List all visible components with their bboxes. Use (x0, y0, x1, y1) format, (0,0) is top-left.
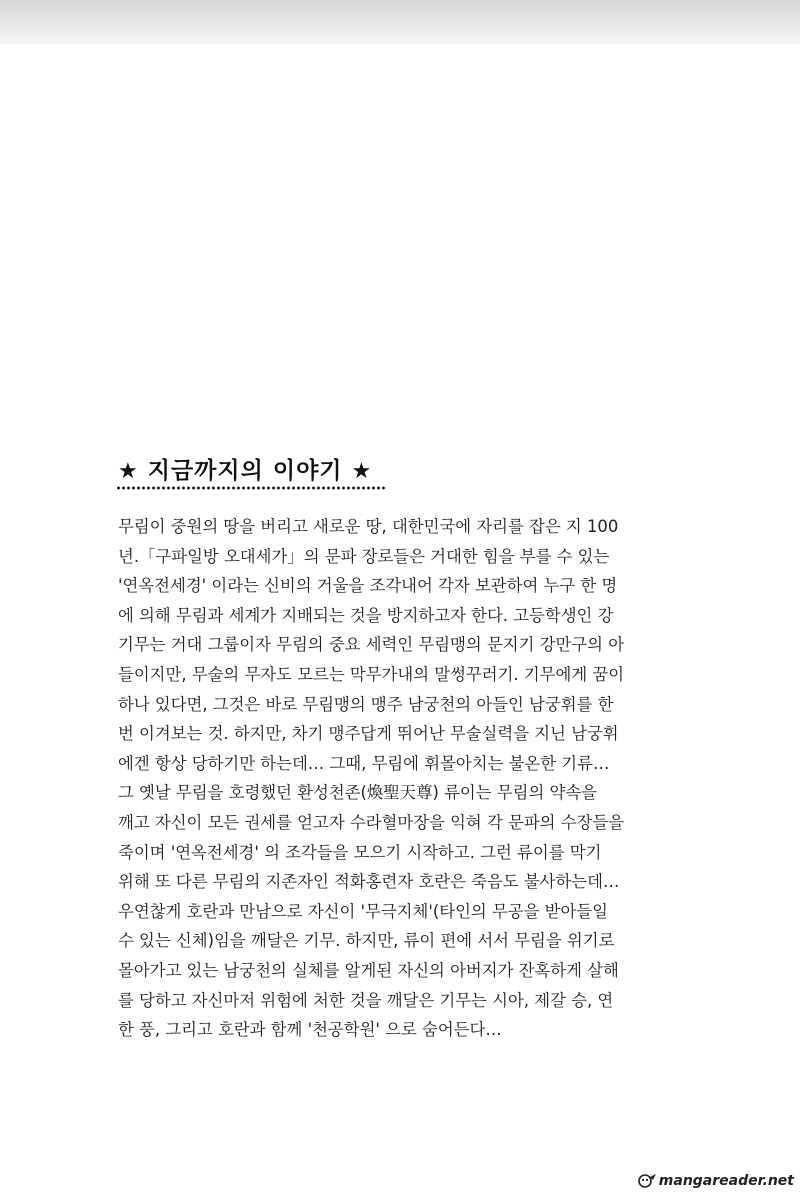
story-line: 위해 또 다른 무림의 지존자인 적화홍련자 호란은 죽음도 불사하는데… (118, 872, 620, 892)
star-icon-left: ★ (118, 459, 139, 484)
story-heading (118, 452, 372, 485)
story-line: 그 옛날 무림을 호령했던 환성천존(煥聖天尊) 류이는 무림의 약속을 (118, 783, 597, 803)
story-summary (118, 512, 698, 1045)
top-scan-shadow (0, 0, 800, 44)
story-line: 죽이며 '연옥전세경' 의 조각들을 모으기 시작하고. 그런 류이를 막기 (118, 842, 602, 862)
story-line: 번 이겨보는 것. 하지만, 차기 맹주답게 뛰어난 무술실력을 지닌 남궁휘 (118, 724, 619, 744)
story-line: 우연찮게 호란과 만남으로 자신이 '무극지체'(타인의 무공을 받아들일 (118, 901, 608, 921)
heading-title: 지금까지의 이야기 (147, 458, 343, 484)
story-line: 년.「구파일방 오대세가」의 문파 장로들은 거대한 힘을 부를 수 있는 (118, 546, 610, 566)
dotted-underline (116, 485, 386, 491)
story-line: 무림이 중원의 땅을 버리고 새로운 땅, 대한민국에 자리를 잡은 지 100 (118, 517, 619, 536)
watermark-text: mangareader.net (658, 1173, 794, 1189)
mascot-icon (637, 1172, 657, 1190)
story-line: 들이지만, 무술의 무자도 모르는 막무가내의 말썽꾸러기. 기무에게 꿈이 (118, 664, 625, 684)
story-line: 에겐 항상 당하기만 하는데… 그때, 무림에 휘몰아치는 불온한 기류… (118, 753, 610, 773)
story-line: 를 당하고 자신마저 위험에 처한 것을 깨달은 기무는 시아, 제갈 승, 연 (118, 990, 614, 1010)
story-line: 몰아가고 있는 남궁천의 실체를 알게된 자신의 아버지가 잔혹하게 살해 (118, 960, 619, 980)
story-line: 수 있는 신체)임을 깨달은 기무. 하지만, 류이 편에 서서 무림을 위기로 (118, 931, 615, 951)
story-line: 깨고 자신이 모든 권세를 얻고자 수라혈마장을 익혀 각 문파의 수장들을 (118, 812, 625, 832)
story-line: 하나 있다면, 그것은 바로 무림맹의 맹주 남궁천의 아들인 남궁휘를 한 (118, 694, 614, 714)
story-line: 에 의해 무림과 세계가 지배되는 것을 방지하고자 한다. 고등학생인 강 (118, 605, 614, 625)
story-line: 기무는 거대 그룹이자 무림의 중요 세력인 무림맹의 문지기 강만구의 아 (118, 635, 625, 655)
story-line: '연옥전세경' 이라는 신비의 거울을 조각내어 각자 보관하여 누구 한 명 (118, 576, 618, 596)
site-watermark (637, 1172, 794, 1190)
star-icon-right: ★ (351, 459, 373, 484)
story-line: 한 풍, 그리고 호란과 함께 '천공학원' 으로 숨어든다… (118, 1020, 502, 1040)
